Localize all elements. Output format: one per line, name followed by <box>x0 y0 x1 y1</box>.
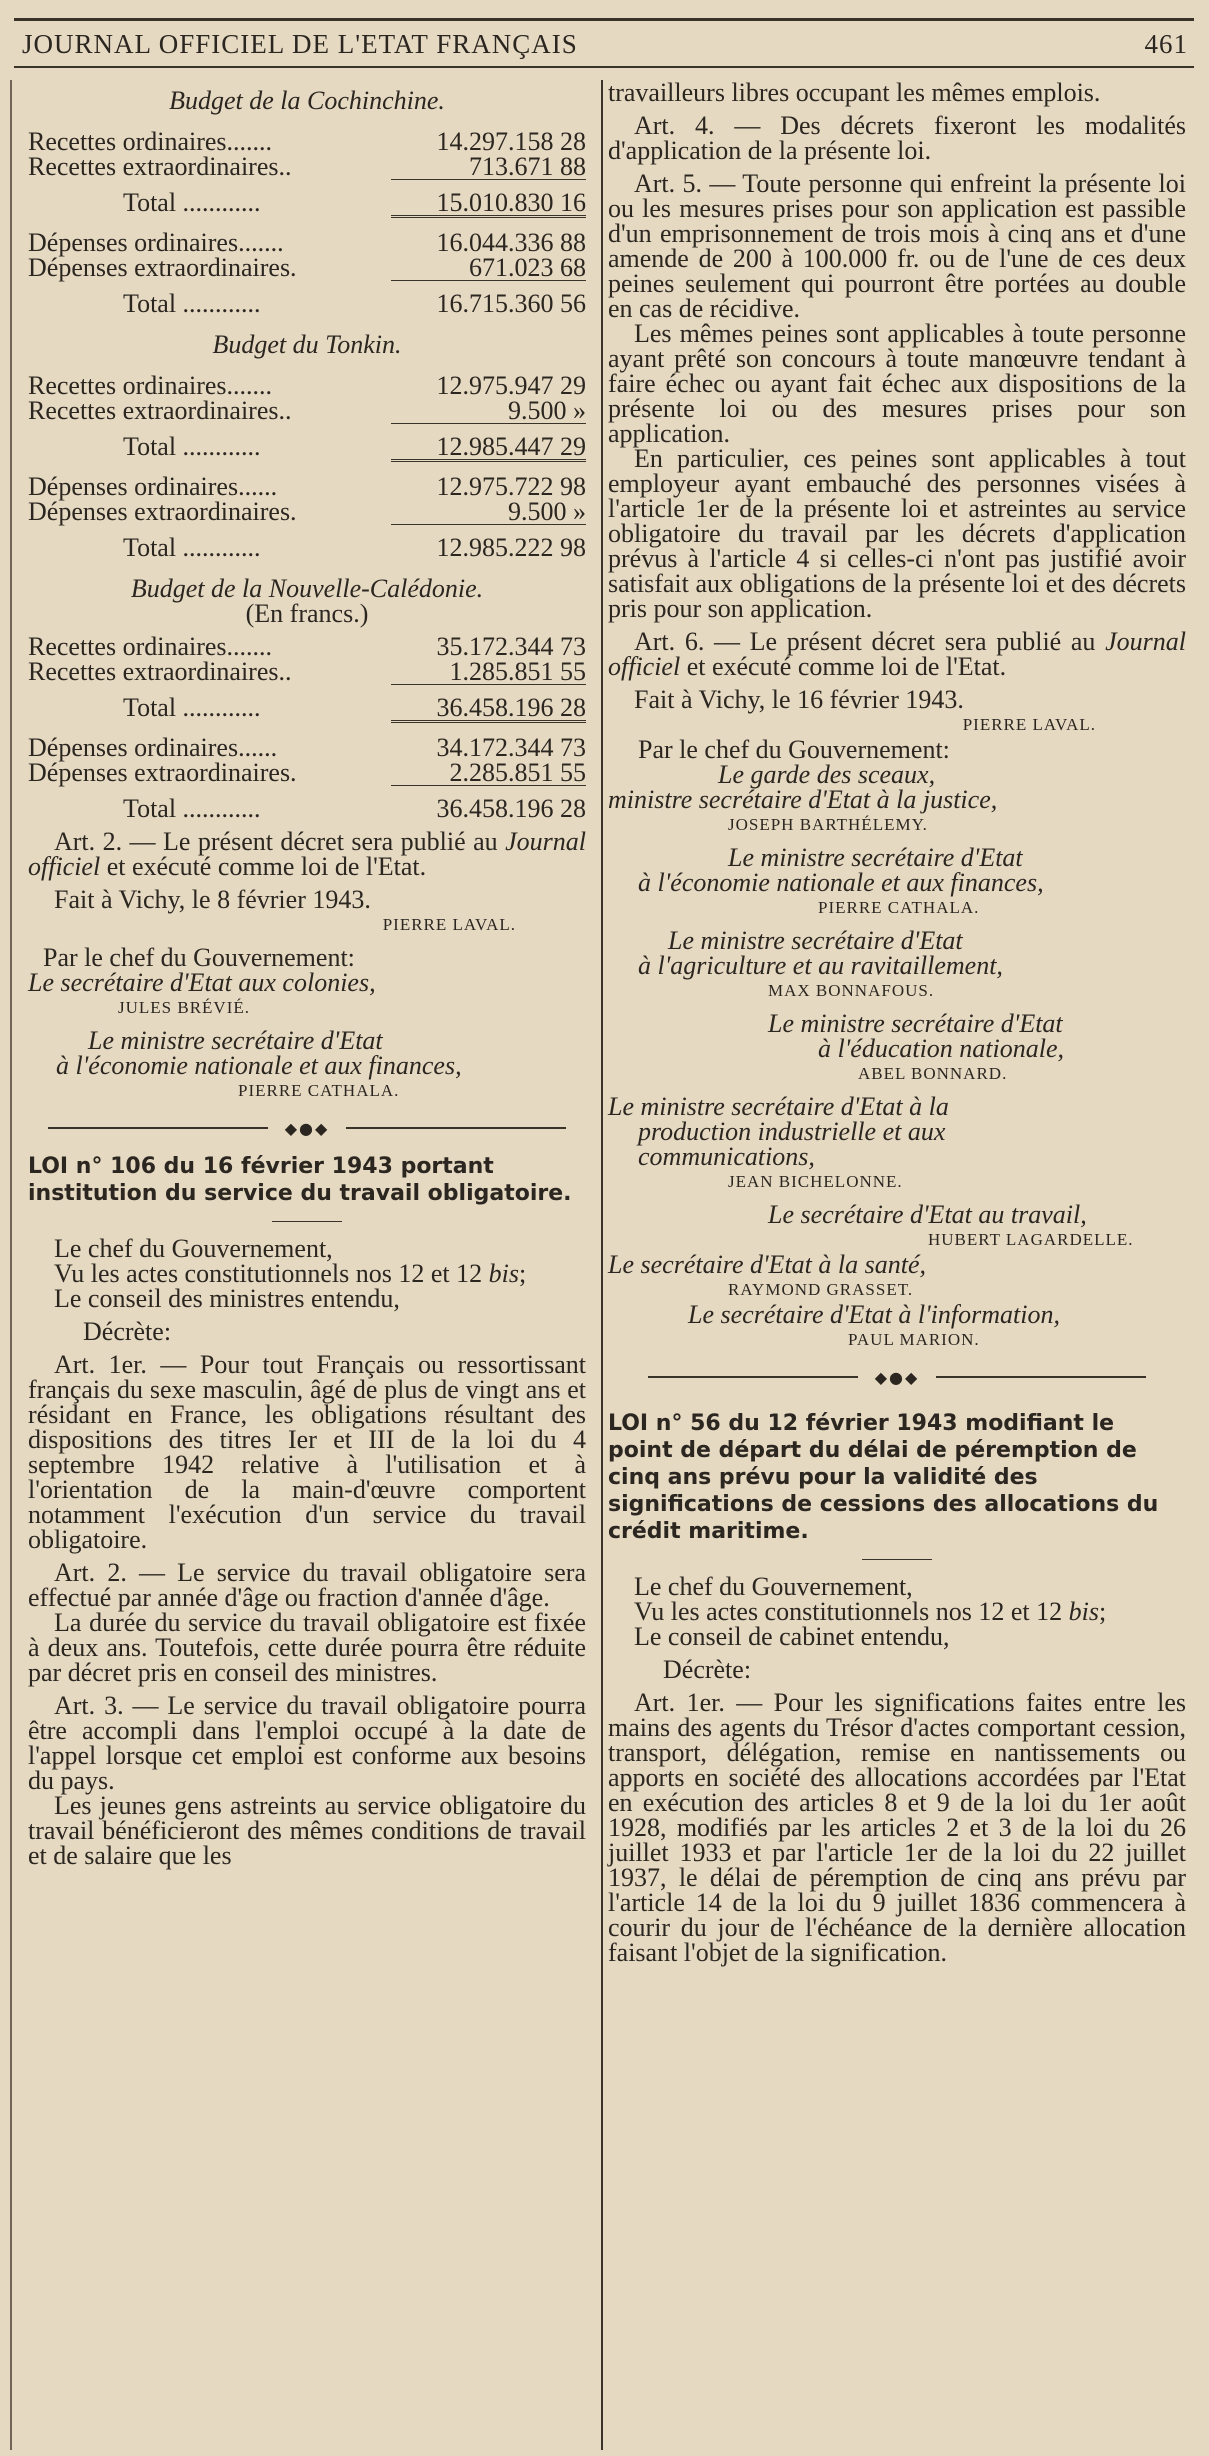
title-rule <box>272 1221 342 1222</box>
signature-bichelonne: JEAN BICHELONNE. <box>728 1172 903 1191</box>
page-header <box>22 26 1188 62</box>
title-rule <box>862 1559 932 1560</box>
budget-cochinchine <box>28 80 586 316</box>
budget-row: Dépenses extraordinaires. 671.023 68 <box>28 253 586 282</box>
signature-grasset: RAYMOND GRASSET. <box>728 1280 914 1299</box>
budget-title: Budget de la Nouvelle-Calédonie. <box>130 574 484 603</box>
fait-a-vichy: Fait à Vichy, le 8 février 1943. <box>54 885 371 914</box>
signature-marion: PAUL MARION. <box>848 1330 980 1349</box>
loi-56-title: LOI n° 56 du 12 février 1943 modifiant le point de départ du délai de péremption de cinq ans prévu pour la validité des significations de cessions des allocations du crédit maritime. <box>608 1411 1159 1544</box>
budget-row: Recettes ordinaires....... 12.975.947 29 <box>28 371 586 400</box>
ministre-production: Le ministre secrétaire d'Etat à la <box>608 1092 949 1121</box>
signature-bonnard: ABEL BONNARD. <box>858 1064 1008 1083</box>
conseil-entendu: Le conseil de cabinet entendu, <box>634 1622 950 1651</box>
budget-row: Dépenses ordinaires...... 34.172.344 73 <box>28 733 586 762</box>
loi-106-title: LOI n° 106 du 16 février 1943 portant institution du service du travail obligatoire. <box>28 1154 572 1206</box>
secretaire-colonies: Le secrétaire d'Etat aux colonies, <box>28 968 376 997</box>
article-4: Art. 4. — Des décrets fixeront les modalités d'application de la présente loi. <box>608 111 1186 165</box>
budget-total: Total ............ 15.010.830 16 <box>123 188 586 217</box>
ministre-economie: Le ministre secrétaire d'Etat <box>88 1026 383 1055</box>
header-rule <box>14 66 1194 68</box>
signature-laval: PIERRE LAVAL. <box>962 715 1096 734</box>
article-1: Art. 1er. — Pour tout Français ou ressortissant français du sexe masculin, âgé de plus de vingt ans et résidant en France, les obligations résultant des dispositions des titres Ier et III de la loi du 4 septembre 1942 relative à l'utilisation et à l'orientation de la main-d'œuvre comportent notamment l'exécution d'un service du travail obligatoire. <box>28 1350 586 1554</box>
budget-title: Budget de la Cochinchine. <box>169 86 445 115</box>
top-rule <box>14 18 1194 21</box>
budget-row: Recettes extraordinaires.. 9.500 » <box>28 396 586 425</box>
vu-actes: Vu les actes constitutionnels nos 12 et 12 bis; <box>54 1259 527 1288</box>
page-number: 461 <box>1144 28 1188 59</box>
budget-row: Recettes ordinaires....... 35.172.344 73 <box>28 632 586 661</box>
article-6: Art. 6. — Le présent décret sera publié au Journal officiel et exécuté comme loi de l'Etat. <box>608 627 1186 681</box>
decrete: Décrète: <box>663 1655 752 1684</box>
continuation: travailleurs libres occupant les mêmes emplois. <box>608 78 1101 107</box>
ministre-economie-2: à l'économie nationale et aux finances, <box>638 868 1044 897</box>
secretaire-information: Le secrétaire d'Etat à l'information, <box>688 1300 1060 1329</box>
ministre-economie-2: à l'économie nationale et aux finances, <box>56 1051 462 1080</box>
budget-total: Total ............ 16.715.360 56 <box>123 289 586 318</box>
ministre-justice: ministre secrétaire d'Etat à la justice, <box>608 785 998 814</box>
ornament-icon: ◆●◆ <box>284 1119 330 1138</box>
article-2-duree: La durée du service du travail obligatoire est fixée à deux ans. Toutefois, cette durée pourra être réduite par décret pris en conseil des ministres. <box>28 1608 586 1687</box>
article-2: Art. 2. — Le service du travail obligatoire sera effectué par année d'âge ou fraction d'année d'âge. <box>28 1558 586 1612</box>
ministre-education: Le ministre secrétaire d'Etat <box>768 1009 1063 1038</box>
secretaire-sante: Le secrétaire d'Etat à la santé, <box>608 1250 926 1279</box>
signature-cathala: PIERRE CATHALA. <box>238 1081 400 1100</box>
budget-row: Dépenses extraordinaires. 9.500 » <box>28 497 586 526</box>
left-margin-rule <box>10 80 12 2450</box>
ministre-economie: Le ministre secrétaire d'Etat <box>728 843 1023 872</box>
signature-lagardelle: HUBERT LAGARDELLE. <box>928 1230 1134 1249</box>
signature-bonnafous: MAX BONNAFOUS. <box>768 981 935 1000</box>
article-5-peines: Les mêmes peines sont applicables à toute personne ayant prêté son concours à toute manœuvre tendant à faire échec ou ayant fait échec aux dispositions de la présente loi ou des mesures prises pour son application. <box>608 319 1186 448</box>
article-1: Art. 1er. — Pour les significations faites entre les mains des agents du Trésor d'actes comportant cession, transport, délégation, remise en nantissements ou apports en société des allocations accordées par l'Etat en exécution des articles 8 et 9 de la loi du 1er août 1928, modifiés par les articles 2 et 3 de la loi du 26 juillet 1933 et par l'article 1er de la loi du 22 juillet 1937, le délai de péremption de cinq ans prévu par l'article 14 de la loi du 9 juillet 1836 commencera à courir du jour de l'échéance de la dernière allocation faisant l'objet de la signification. <box>608 1688 1186 1967</box>
par-le-chef: Par le chef du Gouvernement: <box>43 943 355 972</box>
vu-actes: Vu les actes constitutionnels nos 12 et 12 bis; <box>634 1597 1107 1626</box>
budget-row: Recettes extraordinaires.. 713.671 88 <box>28 152 586 181</box>
chef-gouvernement: Le chef du Gouvernement, <box>54 1234 333 1263</box>
section-ornament <box>608 1362 1186 1392</box>
ministre-education-2: à l'éducation nationale, <box>818 1034 1065 1063</box>
column-divider <box>601 80 603 2450</box>
budget-row: Dépenses ordinaires...... 12.975.722 98 <box>28 472 586 501</box>
budget-tonkin <box>28 316 586 560</box>
article-3: Art. 3. — Le service du travail obligatoire pourra être accompli dans l'emploi occupé à la date de l'appel lorsque cet emploi est conforme aux besoins du pays. <box>28 1691 586 1795</box>
budget-row: Recettes extraordinaires.. 1.285.851 55 <box>28 657 586 686</box>
budget-subtitle: (En francs.) <box>245 599 369 628</box>
budget-total: Total ............ 12.985.447 29 <box>123 432 586 461</box>
chef-gouvernement: Le chef du Gouvernement, <box>634 1572 913 1601</box>
signature-barthelemy: JOSEPH BARTHÉLEMY. <box>728 815 928 834</box>
budget-total: Total ............ 12.985.222 98 <box>123 533 586 562</box>
section-ornament <box>28 1113 586 1143</box>
right-column <box>608 80 1186 1965</box>
signature-laval: PIERRE LAVAL. <box>382 915 516 934</box>
signature-brevie: JULES BRÉVIÉ. <box>118 998 250 1017</box>
ministre-agriculture-2: à l'agriculture et au ravitaillement, <box>638 951 1003 980</box>
journal-title: JOURNAL OFFICIEL DE L'ETAT FRANÇAIS <box>22 28 578 59</box>
budget-row: Recettes ordinaires....... 14.297.158 28 <box>28 127 586 156</box>
budget-row: Dépenses extraordinaires. 2.285.851 55 <box>28 758 586 787</box>
budget-title: Budget du Tonkin. <box>212 330 402 359</box>
ministre-agriculture: Le ministre secrétaire d'Etat <box>668 926 963 955</box>
article-2-publication: Art. 2. — Le présent décret sera publié au Journal officiel et exécuté comme loi de l'Etat. <box>28 827 586 881</box>
par-le-chef: Par le chef du Gouvernement: <box>638 735 950 764</box>
ministre-production-2: production industrielle et aux <box>638 1117 946 1146</box>
article-3-jeunes: Les jeunes gens astreints au service obligatoire du travail bénéficieront des mêmes conditions de travail et de salaire que les <box>28 1791 586 1870</box>
budget-nouvelle-caledonie <box>28 560 586 821</box>
budget-total: Total ............ 36.458.196 28 <box>123 693 586 722</box>
ornament-icon: ◆●◆ <box>874 1368 920 1387</box>
conseil-entendu: Le conseil des ministres entendu, <box>54 1284 400 1313</box>
article-5-employeur: En particulier, ces peines sont applicables à tout employeur ayant embauché des personnes visées à l'article 1er de la présente loi et astreintes au service obligatoire du travail par les décrets d'application prévus à l'article 4 si celles-ci n'ont pas justifié avoir satisfait aux obligations de la présente loi et des décrets pris pour son application. <box>608 444 1186 623</box>
budget-total: Total ............ 36.458.196 28 <box>123 794 586 823</box>
garde-des-sceaux: Le garde des sceaux, <box>718 760 936 789</box>
decrete: Décrète: <box>83 1317 172 1346</box>
article-5: Art. 5. — Toute personne qui enfreint la présente loi ou les mesures prises pour son application est passible d'un emprisonnement de trois mois à cinq ans et d'une amende de 200 à 100.000 fr. ou de l'une de ces deux peines seulement qui pourront être portées au double en cas de récidive. <box>608 169 1186 323</box>
left-column <box>28 80 586 1868</box>
signature-cathala: PIERRE CATHALA. <box>818 898 980 917</box>
fait-a-vichy-16: Fait à Vichy, le 16 février 1943. <box>634 685 964 714</box>
ministre-production-3: communications, <box>638 1142 815 1171</box>
budget-row: Dépenses ordinaires....... 16.044.336 88 <box>28 228 586 257</box>
secretaire-travail: Le secrétaire d'Etat au travail, <box>768 1200 1087 1229</box>
